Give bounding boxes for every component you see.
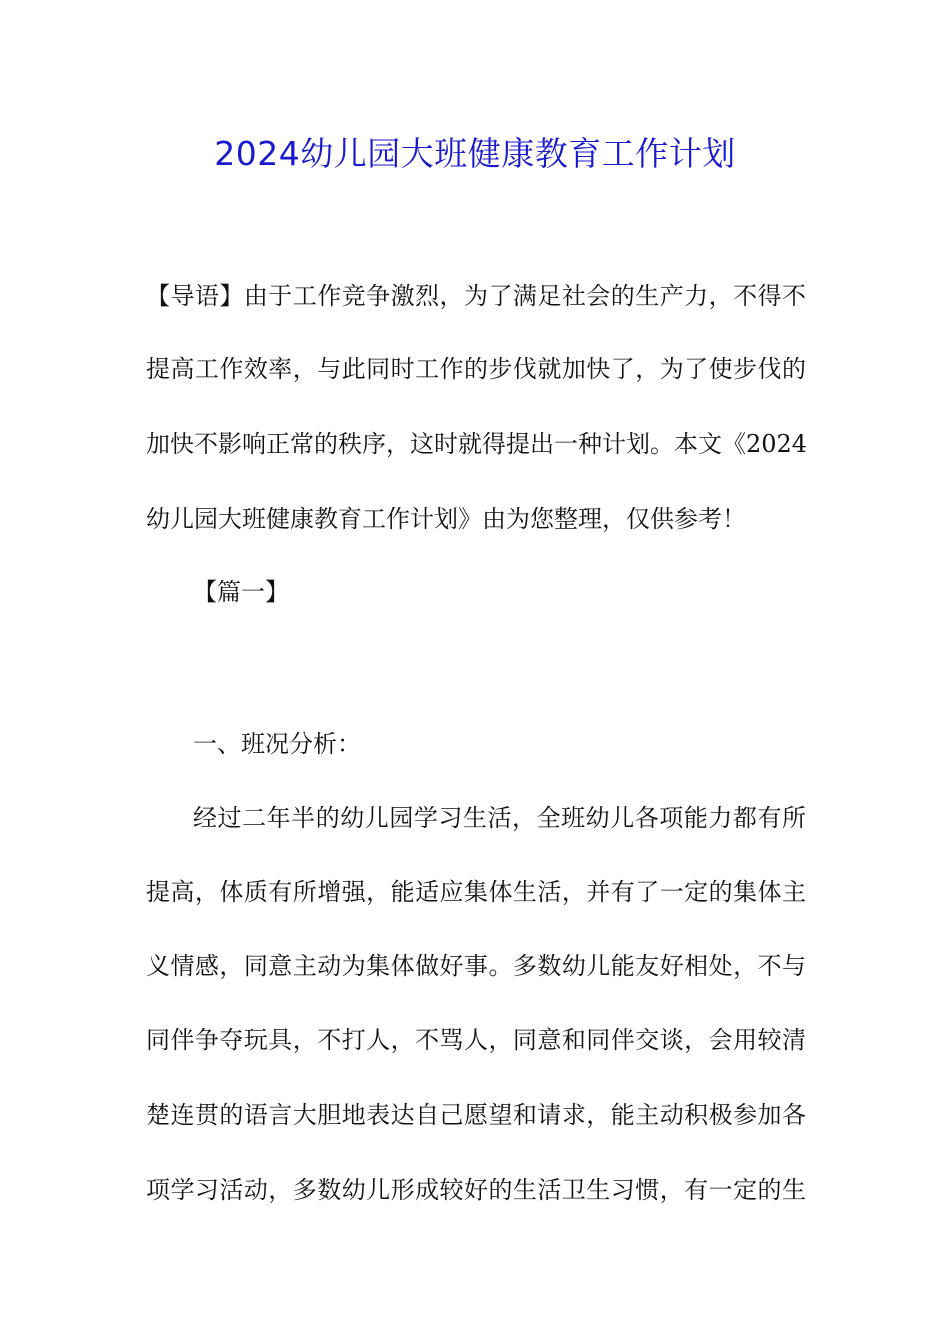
body-line-2: 提高，体质有所增强，能适应集体生活，并有了一定的集体主	[146, 878, 806, 906]
section-heading: 一、班况分析：	[193, 730, 361, 758]
body-line-4: 同伴争夺玩具，不打人，不骂人，同意和同伴交谈，会用较清	[146, 1026, 806, 1054]
body-line-3: 义情感，同意主动为集体做好事。多数幼儿能友好相处，不与	[146, 952, 806, 980]
document-title: 2024幼儿园大班健康教育工作计划	[214, 134, 736, 173]
intro-line-2: 提高工作效率，与此同时工作的步伐就加快了，为了使步伐的	[146, 355, 806, 383]
body-line-1: 经过二年半的幼儿园学习生活，全班幼儿各项能力都有所	[193, 804, 806, 832]
intro-line-1: 【导语】由于工作竞争激烈，为了满足社会的生产力，不得不	[146, 282, 806, 310]
body-line-5: 楚连贯的语言大胆地表达自己愿望和请求，能主动积极参加各	[146, 1101, 806, 1129]
intro-line-3: 加快不影响正常的秩序，这时就得提出一种计划。本文《2024	[146, 430, 808, 458]
intro-line-4: 幼儿园大班健康教育工作计划》由为您整理，仅供参考！	[146, 505, 746, 533]
body-line-6: 项学习活动，多数幼儿形成较好的生活卫生习惯，有一定的生	[146, 1176, 806, 1204]
section-label: 【篇一】	[193, 578, 289, 606]
